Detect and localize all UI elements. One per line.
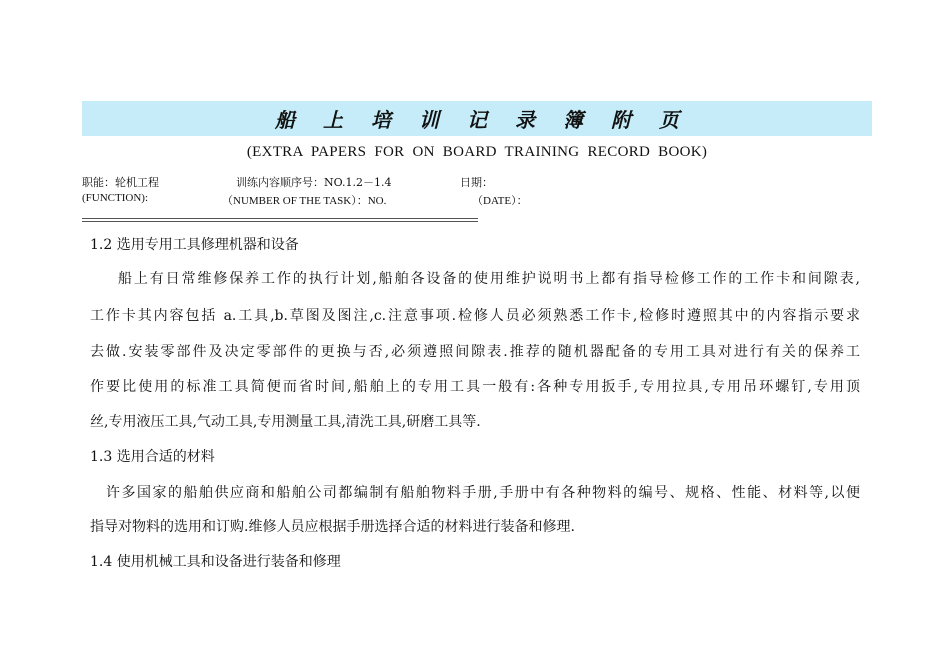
- title-band: [82, 101, 872, 136]
- section-heading: 1.3 选用合适的材料: [90, 449, 215, 465]
- paragraph-line: 工作卡其内容包括 a.工具,b.草图及图注,c.注意事项.检修人员必须熟悉工作卡,检修时遵照其中的内容指示要求: [90, 308, 860, 324]
- paragraph-line: 指导对物料的选用和订购.维修人员应根据手册选择合适的材料进行装备和修理.: [90, 519, 575, 535]
- page-subtitle: (EXTRA PAPERS FOR ON BOARD TRAINING RECORD BOOK): [246, 144, 708, 160]
- date-label-cn: 日期：: [460, 176, 493, 189]
- paragraph-line: 船上有日常维修保养工作的执行计划,船舶各设备的使用维护说明书上都有指导检修工作的工作卡和间隙表,: [118, 271, 860, 287]
- section-heading: 1.4 使用机械工具和设备进行装备和修理: [90, 554, 341, 570]
- paragraph-line: 许多国家的船舶供应商和船舶公司都编制有船舶物料手册,手册中有各种物料的编号、规格、性能、材料等,以便: [106, 485, 860, 501]
- paragraph-line: 作要比使用的标准工具简便而省时间,船舶上的专用工具一般有:各种专用扳手,专用拉具,专用吊环螺钉,专用顶: [90, 379, 860, 395]
- task-label-cn: 训练内容顺序号：NO.1.2－1.4: [236, 176, 392, 189]
- task-label-en: （NUMBER OF THE TASK）：NO.: [222, 195, 387, 207]
- function-label-cn: 职能：轮机工程: [82, 176, 159, 189]
- header-divider-secondary: [82, 221, 478, 222]
- function-label-en: (FUNCTION):: [82, 192, 148, 204]
- page-title: 船上培训记录簿附页: [275, 108, 707, 132]
- section-heading: 1.2 选用专用工具修理机器和设备: [90, 237, 299, 253]
- paragraph-line: 丝,专用液压工具,气动工具,专用测量工具,清洗工具,研磨工具等.: [90, 414, 481, 430]
- header-divider: [82, 218, 478, 219]
- date-label-en: （DATE）：: [472, 195, 528, 207]
- paragraph-line: 去做.安装零部件及决定零部件的更换与否,必须遵照间隙表.推荐的随机器配备的专用工具对进行有关的保养工: [90, 344, 860, 360]
